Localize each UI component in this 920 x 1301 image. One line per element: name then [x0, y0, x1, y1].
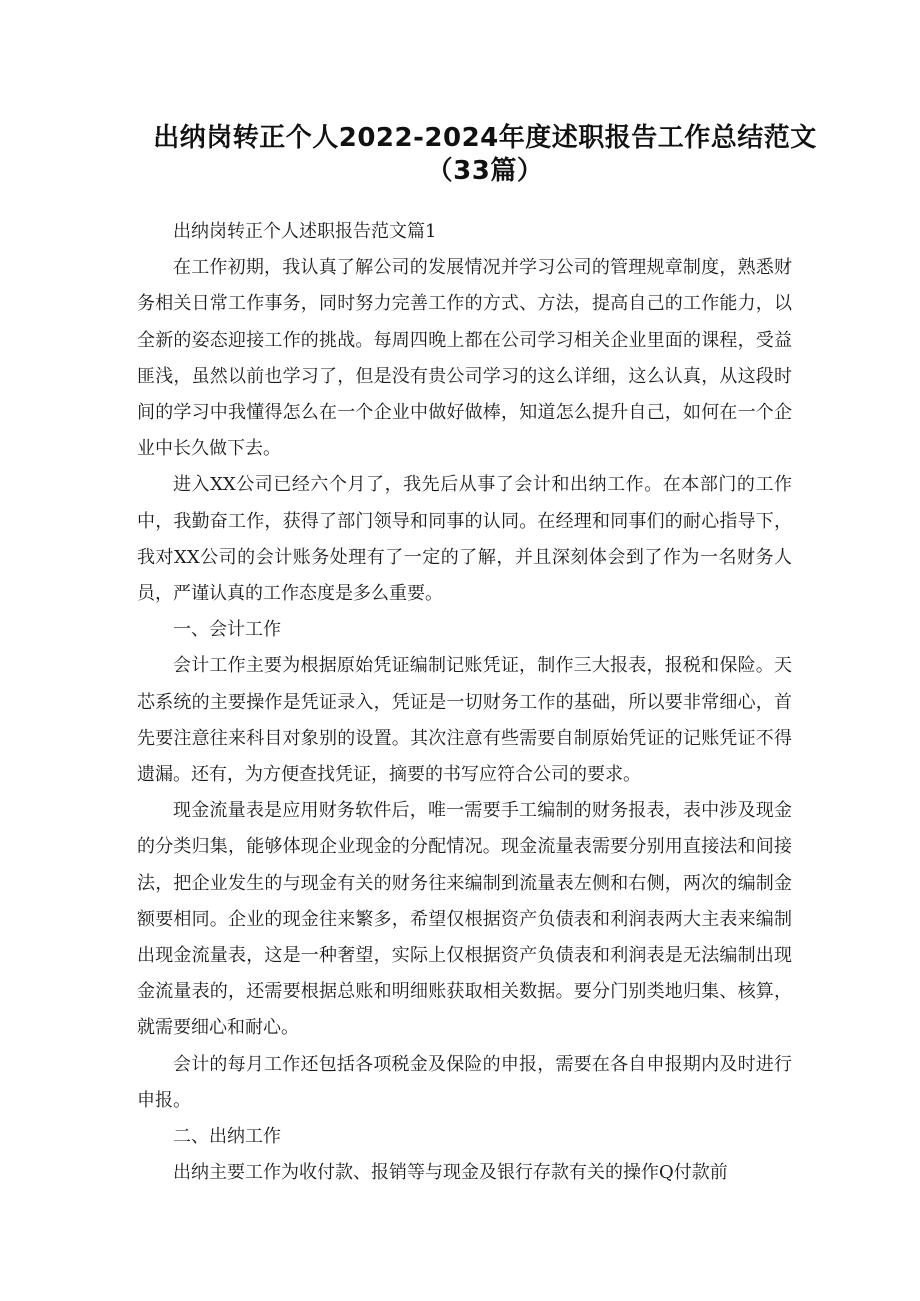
- paragraph-tax-filing: 会计的每月工作还包括各项税金及保险的申报，需要在各自申报期内及时进行申报。: [137, 1053, 792, 1111]
- heading-accounting-work: 一、会计工作: [173, 619, 281, 641]
- document-title-line-2: （33篇）: [426, 156, 544, 186]
- paragraph-cash-flow: 现金流量表是应用财务软件后，唯一需要手工编制的财务报表，表中涉及现金的分类归集，能够体现企业现金的分配情况。现金流量表需要分别用直接法和间接法，把企业发生的与现金有关的财务往来编制到流量表左侧和右侧，两次的编制金额要相同。企业的现金往来繁多，希望仅根据资产负债表和利润表两大主表来编制出现金流量表，这是一种奢望，实际上仅根据资产负债表和利润表是无法编制出现金流量表的，还需要根据总账和明细账获取相关数据。要分门别类地归集、核算，就需要细心和耐心。: [137, 800, 792, 1039]
- document-body: [137, 214, 792, 1191]
- heading-cashier-work: 二、出纳工作: [173, 1126, 281, 1148]
- section-heading: 出纳岗转正个人述职报告范文篇1: [173, 221, 437, 242]
- paragraph-cashier-duties: 出纳主要工作为收付款、报销等与现金及银行存款有关的操作Q付款前: [173, 1162, 728, 1184]
- paragraph-joining: 进入XX公司已经六个月了，我先后从事了会计和出纳工作。在本部门的工作中，我勤奋工作，获得了部门领导和同事的认同。在经理和同事们的耐心指导下，我对XX公司的会计账务处理有了一定的了解，并且深刻体会到了作为一名财务人员，严谨认真的工作态度是多么重要。: [137, 474, 792, 605]
- document-title-line-1: 出纳岗转正个人2022-2024年度述职报告工作总结范文: [153, 123, 817, 153]
- paragraph-accounting-vouchers: 会计工作主要为根据原始凭证编制记账凭证，制作三大报表，报税和保险。天芯系统的主要操作是凭证录入，凭证是一切财务工作的基础，所以要非常细心，首先要注意往来科目对象别的设置。其次注意有些需要自制原始凭证的记账凭证不得遗漏。还有，为方便查找凭证，摘要的书写应符合公司的要求。: [137, 655, 792, 786]
- paragraph-intro: 在工作初期，我认真了解公司的发展情况并学习公司的管理规章制度，熟悉财务相关日常工作事务，同时努力完善工作的方式、方法，提高自己的工作能力，以全新的姿态迎接工作的挑战。每周四晚上都在公司学习相关企业里面的课程，受益匪浅，虽然以前也学习了，但是没有贵公司学习的这么详细，这么认真，从这段时间的学习中我懂得怎么在一个企业中做好做棒，知道怎么提升自己，如何在一个企业中长久做下去。: [137, 257, 792, 460]
